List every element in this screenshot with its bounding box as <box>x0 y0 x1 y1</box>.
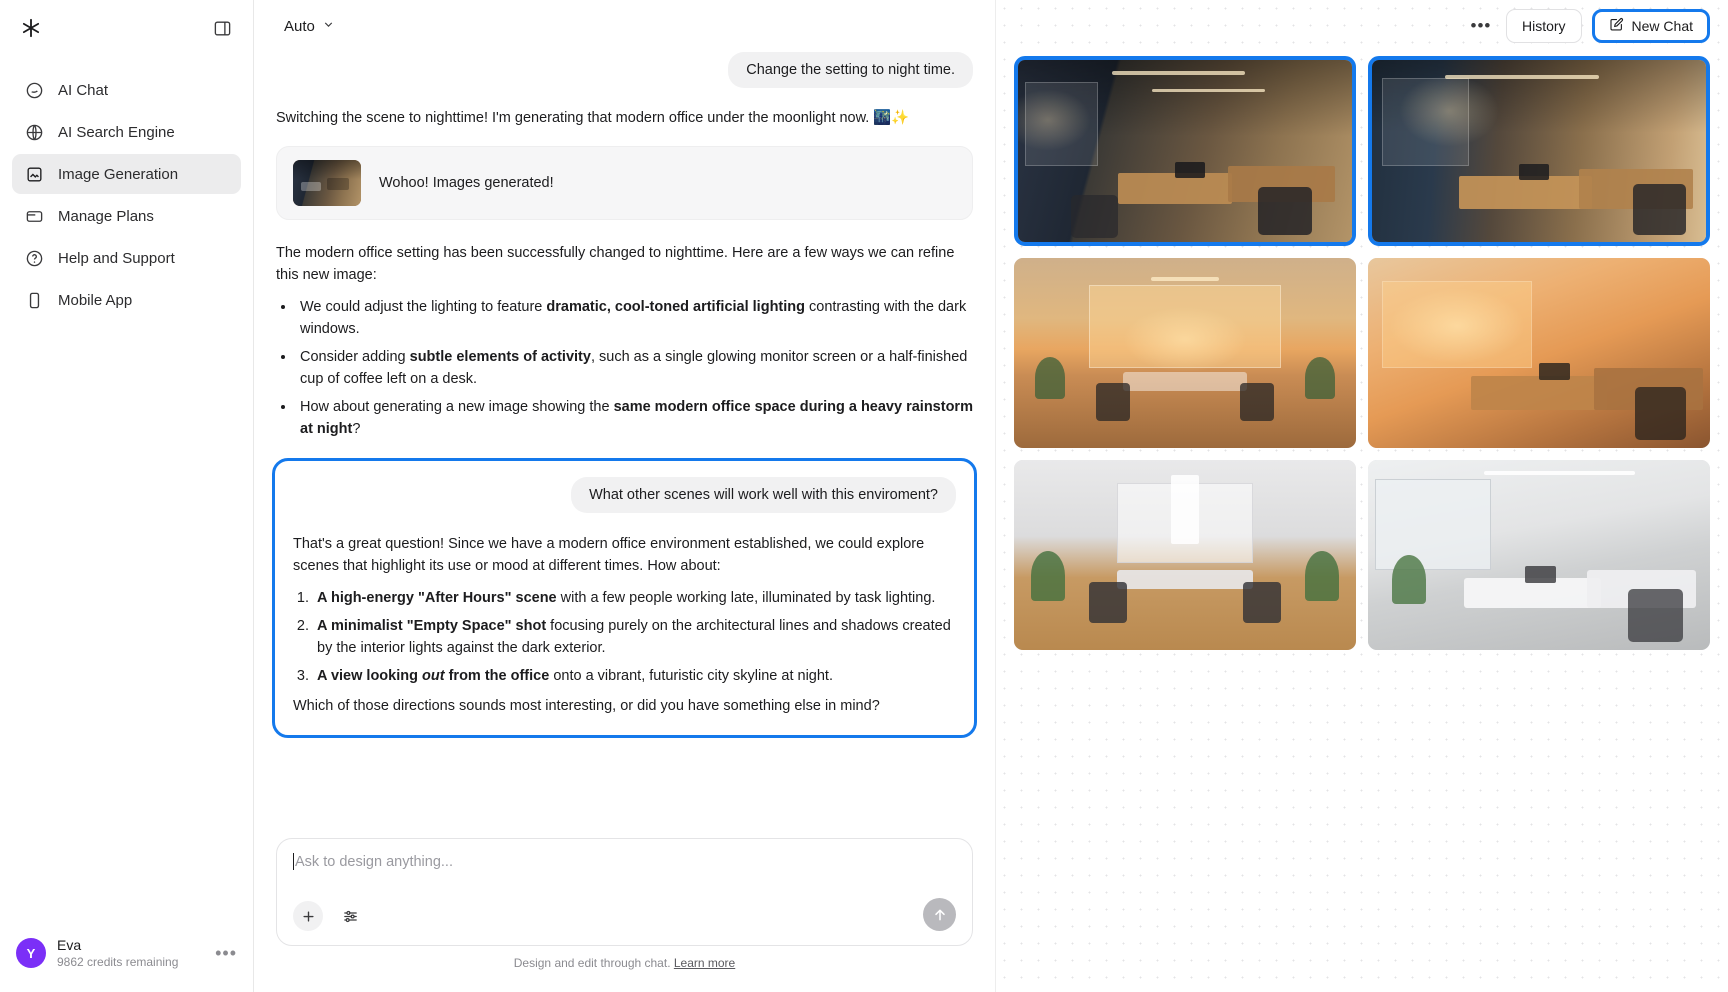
list-item: 3. A view looking out from the office onto a vibrant, futuristic city skyline at night. <box>313 665 956 687</box>
composer-tools <box>293 901 956 945</box>
model-selector-label: Auto <box>284 17 315 35</box>
list-item: • Consider adding subtle elements of activity, such as a single glowing monitor screen or a half-finished cup of coffee left on a desk. <box>296 346 973 390</box>
list-item: • We could adjust the lighting to feature dramatic, cool-toned artificial lighting contrasting with the dark windows. <box>296 296 973 340</box>
sidebar-item-label: Help and Support <box>58 249 175 267</box>
new-chat-button[interactable] <box>1592 9 1710 43</box>
assistant-body-2: That's a great question! Since we have a modern office environment established, we could explore scenes that highlight its use or mood at different times. How about: <box>293 536 925 575</box>
sidebar-item-label: AI Chat <box>58 81 109 99</box>
user-message-row <box>276 52 973 88</box>
history-button[interactable] <box>1506 9 1582 43</box>
new-chat-button-label: New Chat <box>1631 18 1693 34</box>
plus-icon[interactable] <box>293 901 323 931</box>
composer[interactable] <box>276 838 973 946</box>
sidebar-item-label: Manage Plans <box>58 207 154 225</box>
image-tile-office-daylight-white-desks[interactable] <box>1368 460 1710 650</box>
user-message-bubble: Change the setting to night time. <box>728 52 973 88</box>
user-message-bubble: What other scenes will work well with this enviroment? <box>571 477 956 513</box>
model-selector[interactable] <box>276 14 343 39</box>
history-button-label: History <box>1521 18 1566 34</box>
image-tile-office-night-city-view[interactable] <box>1014 56 1356 246</box>
panel-collapse-icon[interactable] <box>209 15 235 41</box>
list-item: 1. A high-energy "After Hours" scene with a few people working late, illuminated by task lighting. <box>313 587 956 609</box>
sidebar-item-ai-chat[interactable] <box>12 70 241 110</box>
chat-input-placeholder: Ask to design anything... <box>295 853 453 870</box>
assistant-closing: Which of those directions sounds most interesting, or did you have something else in mind? <box>293 698 880 715</box>
refine-suggestions-list <box>296 296 973 440</box>
pencil-square-icon <box>1609 17 1624 35</box>
question-circle-icon <box>24 248 44 268</box>
image-sparkle-icon <box>24 164 44 184</box>
user-meta <box>57 937 204 969</box>
user-message-row <box>293 477 956 513</box>
sidebar-item-label: Image Generation <box>58 165 179 183</box>
highlighted-conversation-turn <box>272 458 977 738</box>
sliders-icon[interactable] <box>335 901 365 931</box>
user-name: Eva <box>57 937 82 953</box>
chat-header <box>254 0 995 52</box>
ellipsis-icon[interactable]: ••• <box>215 943 237 963</box>
image-tile-office-night-warm-lighting[interactable] <box>1368 56 1710 246</box>
chat-input[interactable] <box>293 853 956 870</box>
assistant-intro-text: Switching the scene to nighttime! I'm generating that modern office under the moonlight now. 🌃✨ <box>276 110 910 126</box>
generated-images-label: Wohoo! Images generated! <box>379 174 554 191</box>
sidebar-item-help-and-support[interactable] <box>12 238 241 278</box>
sidebar-item-label: AI Search Engine <box>58 123 175 141</box>
avatar: Y <box>16 938 46 968</box>
footnote-text: Design and edit through chat. <box>513 956 674 970</box>
chat-bubble-icon <box>24 80 44 100</box>
chevron-down-icon <box>322 18 335 35</box>
image-canvas <box>996 0 1728 992</box>
composer-footnote <box>276 946 973 982</box>
sidebar <box>0 0 254 992</box>
sidebar-item-label: Mobile App <box>58 291 133 309</box>
image-tile-office-sunset-city-window[interactable] <box>1368 258 1710 448</box>
user-credits: 9862 credits remaining <box>57 955 179 969</box>
assistant-body-1: The modern office setting has been successfully changed to nighttime. Here are a few ways we can refine this new image: <box>276 244 955 283</box>
credit-card-icon <box>24 206 44 226</box>
ellipsis-icon[interactable]: ••• <box>1470 16 1492 35</box>
sidebar-item-ai-search-engine[interactable] <box>12 112 241 152</box>
image-tile-office-sunset-conference-room[interactable] <box>1014 258 1356 448</box>
scene-suggestions-list <box>313 587 956 687</box>
list-item: 2. A minimalist "Empty Space" shot focusing purely on the architectural lines and shadows created by the interior lights against the dark exterior. <box>313 615 956 659</box>
chat-panel <box>254 0 996 992</box>
send-button[interactable] <box>923 898 956 931</box>
canvas-toolbar <box>996 0 1728 52</box>
learn-more-link[interactable]: Learn more <box>673 956 736 970</box>
sidebar-item-mobile-app[interactable] <box>12 280 241 320</box>
text-caret <box>293 853 294 870</box>
composer-area <box>276 838 973 992</box>
asterisk-logo-icon[interactable] <box>18 15 44 41</box>
list-item: • How about generating a new image showing the same modern office space during a heavy rainstorm at night? <box>296 396 973 440</box>
mobile-phone-icon <box>24 290 44 310</box>
generated-image-thumbnail <box>293 160 361 206</box>
user-account-row[interactable] <box>0 914 253 992</box>
globe-icon <box>24 122 44 142</box>
image-tile-office-daylight-open-plan[interactable] <box>1014 460 1356 650</box>
image-grid <box>1014 56 1710 650</box>
sidebar-item-image-generation[interactable] <box>12 154 241 194</box>
generated-images-card[interactable] <box>276 146 973 220</box>
sidebar-nav <box>0 70 253 320</box>
sidebar-header <box>0 0 253 56</box>
sidebar-item-manage-plans[interactable] <box>12 196 241 236</box>
